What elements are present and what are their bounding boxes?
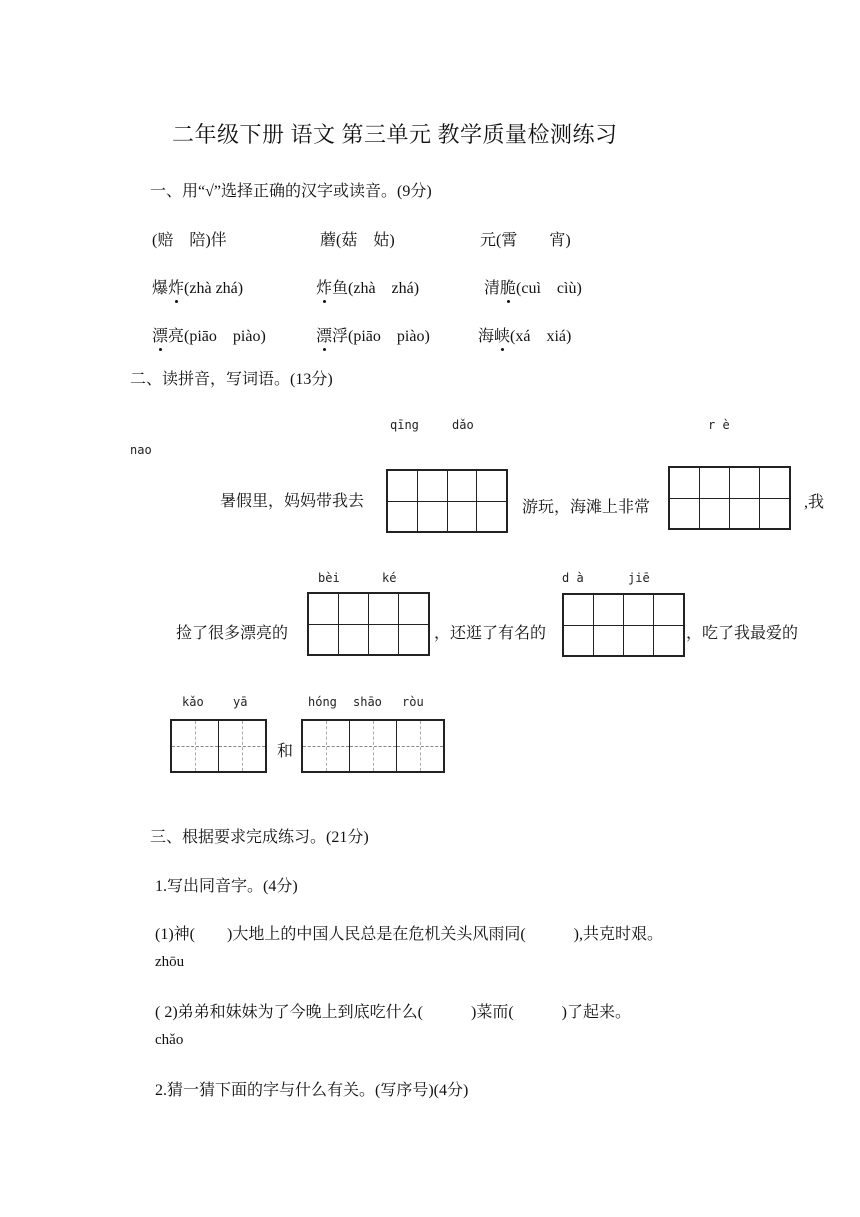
s1-item-7: 漂亮(piāo piào) (152, 323, 266, 346)
q1-heading: 1.写出同音字。(4分) (155, 878, 298, 895)
pinyin-rou: ròu (402, 695, 424, 709)
s1-item-1: (赔 陪)伴 (152, 232, 227, 249)
pinyin-shao: shāo (353, 695, 382, 709)
pinyin-ya: yā (233, 695, 248, 709)
section3-heading: 三、根据要求完成练习。(21分) (150, 829, 369, 846)
pinyin-re: r è (708, 418, 730, 432)
q2-heading: 2.猜一猜下面的字与什么有关。(写序号)(4分) (155, 1082, 469, 1099)
q1-pinyin-2: chǎo (155, 1032, 184, 1048)
s2-line1-text-a: 暑假里，妈妈带我去 (220, 493, 365, 510)
q1-sentence-2: ( 2)弟弟和妹妹为了今晚上到底吃什么( )菜而( )了起来。 (155, 1004, 631, 1021)
q1-pinyin-1: zhōu (155, 954, 185, 970)
section1-heading: 一、用“√”选择正确的汉字或读音。(9分) (150, 183, 432, 200)
s2-line2-text-c: ，吃了我最爱的 (686, 625, 799, 642)
pinyin-qing: qīng (390, 418, 419, 432)
writing-grid-renao[interactable] (668, 466, 791, 530)
section2-heading: 二、读拼音，写词语。(13分) (130, 371, 333, 388)
s1-item-9: 海峡(xá xiá) (478, 323, 571, 346)
s1-item-8: 漂浮(piāo piào) (316, 323, 430, 346)
s1-item-4: 爆炸(zhà zhá) (152, 275, 243, 298)
pinyin-ke: ké (382, 571, 397, 585)
pinyin-hong: hóng (308, 695, 337, 709)
writing-grid-beike[interactable] (307, 592, 430, 656)
s2-line2-text-b: ，还逛了有名的 (434, 625, 547, 642)
s1-item-3: 元(霄 宵) (480, 232, 571, 249)
writing-grid-kaoya[interactable] (170, 719, 267, 773)
s1-item-2: 蘑(菇 姑) (320, 232, 395, 249)
s1-item-6: 清脆(cuì cìù) (484, 275, 582, 298)
s2-line3-and: 和 (277, 743, 294, 760)
s2-line1-text-b: 游玩，海滩上非常 (522, 499, 651, 516)
s1-item-5: 炸鱼(zhà zhá) (316, 275, 419, 298)
pinyin-da: d à (562, 571, 584, 585)
s2-line1-text-c: ,我 (804, 494, 825, 511)
pinyin-nao: nao (130, 443, 152, 457)
pinyin-jie: jiē (628, 571, 650, 585)
q1-sentence-1: (1)神( )大地上的中国人民总是在危机关头风雨同( ),共克时艰。 (155, 926, 663, 943)
pinyin-dao: dǎo (452, 418, 474, 432)
s2-line2-text-a: 捡了很多漂亮的 (176, 625, 289, 642)
pinyin-kao: kǎo (182, 695, 204, 709)
pinyin-bei: bèi (318, 571, 340, 585)
writing-grid-hongshaorou[interactable] (301, 719, 445, 773)
page-title: 二年级下册 语文 第三单元 教学质量检测练习 (172, 122, 618, 147)
writing-grid-dajie[interactable] (562, 593, 685, 657)
writing-grid-qingdao[interactable] (386, 469, 508, 533)
